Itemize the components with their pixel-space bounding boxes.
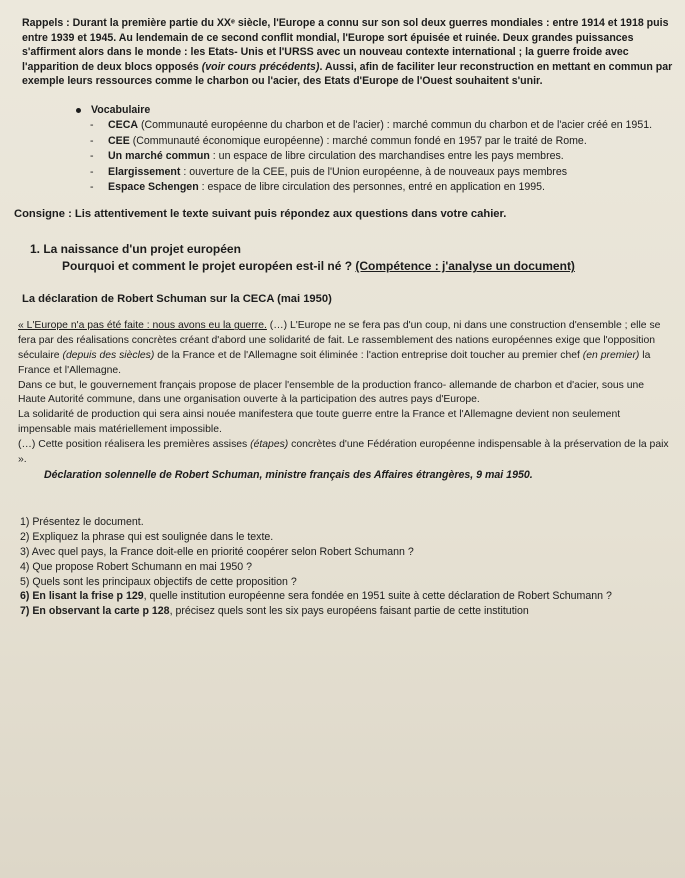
question-lead: 7) En observant la carte p 128 <box>20 605 170 618</box>
questions-list <box>20 515 673 619</box>
vocab-term: CEE <box>108 134 130 147</box>
document-title: La déclaration de Robert Schuman sur la CECA (mai 1950) <box>22 293 332 306</box>
question-text: 4) Que propose Robert Schumann en mai 1950 ? <box>20 560 253 573</box>
vocabulary-box <box>90 103 673 194</box>
question-lead: 6) En lisant la frise p 129 <box>20 590 144 603</box>
quote-text: (…) L'Europe ne se fera pas d'un coup, ni dans une construction d'ensemble ; elle se fera par des réalisations concrètes créant d'abord une solidarité de fait. Le rassemblement des nations européennes exige que l'opposition séculaire <box>18 320 661 361</box>
quote-gloss: (étapes) <box>250 438 289 450</box>
question-item <box>20 589 673 604</box>
intro-italic-note: (voir cours précédents) <box>201 60 320 73</box>
question-item <box>20 530 673 545</box>
intro-paragraph <box>22 16 673 89</box>
vocab-definition: (Communauté économique européenne) : marché commun fondé en 1957 par le traité de Rome. <box>129 134 587 147</box>
question-item <box>20 560 673 575</box>
document-quote <box>18 319 673 467</box>
vocab-term: Un marché commun <box>108 150 210 163</box>
vocab-item-schengen <box>90 180 673 194</box>
vocab-item-cee <box>90 134 673 148</box>
question-text: 2) Expliquez la phrase qui est soulignée dans le texte. <box>20 531 274 544</box>
vocab-item-elargissement <box>90 165 673 179</box>
quote-text: de la France et de l'Allemagne soit éliminée : l'action entreprise doit toucher au premier chef <box>154 350 583 361</box>
quote-gloss: (depuis des siècles) <box>62 350 155 361</box>
question-item <box>20 515 673 530</box>
intro-text: Rappels : Durant la première partie du XXᵉ siècle, l'Europe a connu sur son sol deux guerres mondiales : entre 1914 et 1918 puis entre 1939 et 1945. Au lendemain de ce second conflit mondial, l'Europe sort épuisée et ruinée. Deux grandes puissances s'affirment alors dans le monde : les Etats- Unis et l'URSS avec un nouveau contexte international ; la guerre froide avec l'apparition de deux blocs opposés <box>22 17 669 73</box>
section-title: 1. La naissance d'un projet européen <box>30 242 241 257</box>
quote-paragraph-1 <box>18 319 673 378</box>
competence-label: (Compétence : j'analyse un document) <box>355 259 575 274</box>
question-item <box>20 604 673 619</box>
main-question: Pourquoi et comment le projet européen est-il né ? <box>62 259 356 274</box>
vocabulary-title: Vocabulaire <box>91 103 151 116</box>
question-text: 3) Avec quel pays, la France doit-elle en priorité coopérer selon Robert Schumann ? <box>20 545 414 558</box>
question-item <box>20 545 673 560</box>
underlined-sentence: « L'Europe n'a pas été faite : nous avons eu la guerre. <box>18 320 267 332</box>
question-text: , précisez quels sont les six pays européens faisant partie de cette institution <box>169 605 529 618</box>
vocab-definition: : un espace de libre circulation des marchandises entre les pays membres. <box>209 150 564 163</box>
vocabulary-list <box>90 118 673 194</box>
vocab-term: Elargissement <box>108 165 181 178</box>
vocab-definition: : ouverture de la CEE, puis de l'Union européenne, à de nouveaux pays membres <box>180 165 568 178</box>
quote-paragraph-2: Dans ce but, le gouvernement français propose de placer l'ensemble de la production franco- allemande de charbon et d'acier, sous une Haute Autorité commune, dans une organisation ouverte à la participation des autres pays d'Europe. <box>18 379 645 406</box>
vocab-item-ceca <box>90 118 673 132</box>
intro-text-end: . Aussi, afin de faciliter leur reconstruction en mettant en commun par exemple leurs ressources comme le charbon ou l'acier, des Etats d'Europe de l'Ouest souhaitent s'unir. <box>22 60 673 88</box>
vocab-term: CECA <box>108 119 139 132</box>
section-question <box>62 259 673 273</box>
question-item <box>20 575 673 590</box>
question-text: 5) Quels sont les principaux objectifs de cette proposition ? <box>20 575 297 588</box>
vocabulary-heading <box>76 103 673 117</box>
quote-gloss: (en premier) <box>582 350 640 361</box>
instruction: Consigne : Lis attentivement le texte suivant puis répondez aux questions dans votre cahier. <box>14 208 507 221</box>
quote-text: (…) Cette position réalisera les premières assises <box>18 438 251 450</box>
question-text: 1) Présentez le document. <box>20 516 144 529</box>
quote-text: concrètes d'une Fédération européenne indispensable à la préservation de la paix ». <box>18 438 669 465</box>
vocab-item-marche-commun <box>90 149 673 163</box>
document-source: Déclaration solennelle de Robert Schuman, ministre français des Affaires étrangères, 9 mai 1950. <box>44 469 533 482</box>
quote-text: la France et l'Allemagne. <box>18 350 651 376</box>
vocab-definition: (Communauté européenne du charbon et de l'acier) : marché commun du charbon et de l'acier créé en 1951. <box>138 119 653 132</box>
bullet-icon <box>76 108 81 113</box>
vocab-definition: : espace de libre circulation des personnes, entré en application en 1995. <box>198 181 545 193</box>
question-text: , quelle institution européenne sera fondée en 1951 suite à cette déclaration de Robert Schumann ? <box>143 590 612 603</box>
quote-paragraph-3: La solidarité de production qui sera ainsi nouée manifestera que toute guerre entre la France et l'Allemagne devient non seulement impensable mais matériellement impossible. <box>18 409 621 435</box>
vocab-term: Espace Schengen <box>108 181 199 193</box>
quote-paragraph-4 <box>18 438 673 468</box>
